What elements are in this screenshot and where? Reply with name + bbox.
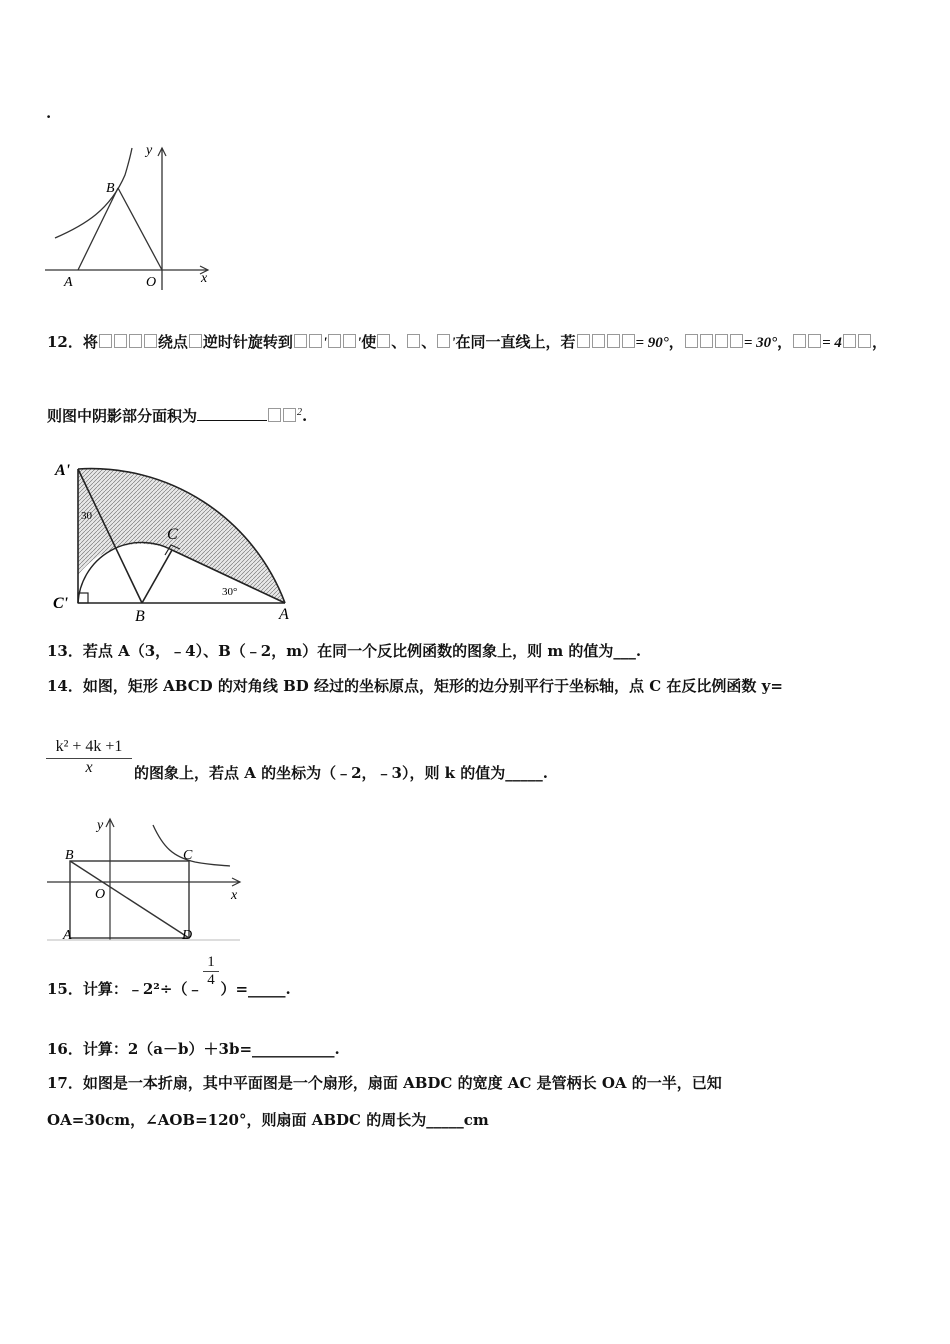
q12-line2: 则图中阴影部分面积为 $^2$. (47, 407, 308, 425)
label-C: C (167, 526, 178, 543)
segment-AB (78, 188, 118, 270)
label-O: O (146, 275, 157, 290)
figure-hyperbola-triangle (40, 140, 220, 290)
label-angle-top: 30 (81, 510, 92, 522)
label-C-prime: C' (53, 595, 69, 612)
segment-BO (118, 188, 162, 270)
q13-text: 13．若点 A（3，﹣4）、B（﹣2，m）在同一个反比例函数的图象上，则 m 的值为___. (47, 642, 642, 660)
q17-line1: 17．如图是一本折扇，其中平面图是一个扇形，扇面 ABDC 的宽度 AC 是管柄长 OA 的一半，已知 (47, 1074, 722, 1092)
stray-dot: . (46, 104, 52, 122)
q16-text: 16．计算：2（a－b）＋3b=___________. (47, 1040, 340, 1058)
label-y: y (146, 143, 153, 158)
segment-BC (142, 550, 172, 603)
label-C: C (183, 848, 193, 863)
q15-line: 15．计算：﹣2²÷（﹣ ）=_____. (47, 980, 291, 998)
label-angle-bottom: 30° (222, 586, 238, 598)
q15-frac-den: 4 (203, 971, 219, 989)
label-A: A (279, 606, 289, 623)
q17-line2: OA=30cm，∠AOB=120°，则扇面 ABDC 的周长为_____cm (47, 1111, 489, 1129)
q12-line1: 12．将 绕点 逆时针旋转到 ' '使 、 、 '在同一直线上，若 = 90°， = 30°， = 4 ， (47, 333, 887, 351)
label-O: O (95, 887, 106, 902)
q15-frac-num: 1 (207, 954, 215, 970)
q14-frac-den: x (46, 758, 132, 777)
label-A: A (63, 928, 72, 943)
figure-rotation-sector (45, 455, 305, 625)
label-B: B (65, 848, 74, 863)
q14-line1: 14．如图，矩形 ABCD 的对角线 BD 经过的坐标原点，矩形的边分别平行于坐标轴，点 C 在反比例函数 y= (47, 677, 783, 695)
label-D: D (182, 928, 193, 943)
q14-line2: 的图象上，若点 A 的坐标为（﹣2，﹣3），则 k 的值为_____. (134, 764, 549, 782)
label-x: x (201, 271, 208, 286)
q14-fraction (46, 738, 132, 777)
label-B: B (106, 181, 115, 196)
q14-frac-num: k² + 4k +1 (55, 738, 123, 755)
label-B: B (135, 608, 145, 625)
label-x: x (231, 888, 238, 903)
label-y: y (97, 818, 104, 833)
label-A-prime: A' (55, 462, 71, 479)
label-A: A (64, 275, 73, 290)
diagonal-BD (70, 861, 189, 938)
q15-fraction (203, 954, 219, 989)
figure-rectangle-axes (45, 815, 245, 945)
